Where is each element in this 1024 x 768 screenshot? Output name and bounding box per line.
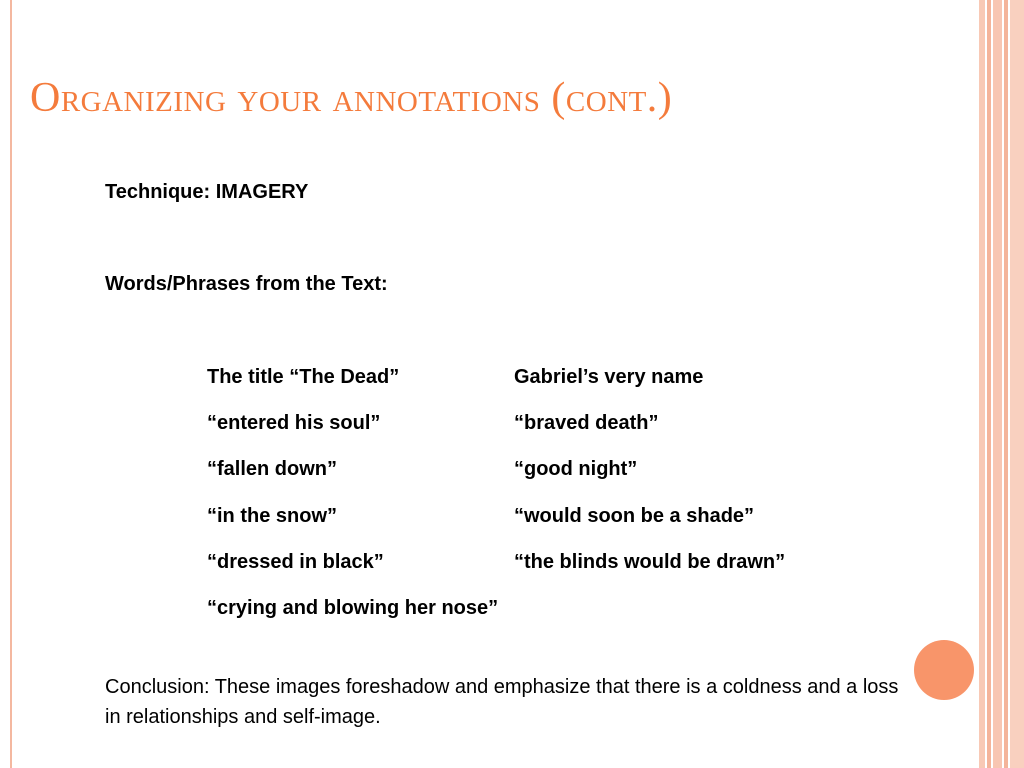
- phrase-left: “entered his soul”: [207, 412, 381, 434]
- decorative-stripe: [987, 0, 991, 768]
- phrase-right: “good night”: [514, 458, 638, 480]
- conclusion-text: Conclusion: These images foreshadow and emphasize that there is a coldness and a loss in relationships and self-image.: [105, 676, 899, 728]
- words-heading: Words/Phrases from the Text:: [105, 273, 388, 295]
- decorative-stripe: [993, 0, 1002, 768]
- phrase-left: “crying and blowing her nose”: [207, 597, 499, 619]
- decorative-stripe: [1004, 0, 1008, 768]
- phrase-left: The title “The Dead”: [207, 366, 400, 388]
- decorative-circle: [914, 640, 974, 700]
- phrase-right: “would soon be a shade”: [514, 505, 755, 527]
- phrase-left: “dressed in black”: [207, 551, 384, 573]
- phrase-right: Gabriel’s very name: [514, 366, 704, 388]
- phrase-left: “fallen down”: [207, 458, 337, 480]
- decorative-stripe: [1010, 0, 1024, 768]
- phrase-right: “braved death”: [514, 412, 659, 434]
- technique-line: Technique: IMAGERY: [105, 181, 309, 203]
- phrase-left: “in the snow”: [207, 505, 337, 527]
- slide-title: Organizing your annotations (cont.): [30, 75, 673, 121]
- left-border-rule: [10, 0, 12, 768]
- phrase-right: “the blinds would be drawn”: [514, 551, 786, 573]
